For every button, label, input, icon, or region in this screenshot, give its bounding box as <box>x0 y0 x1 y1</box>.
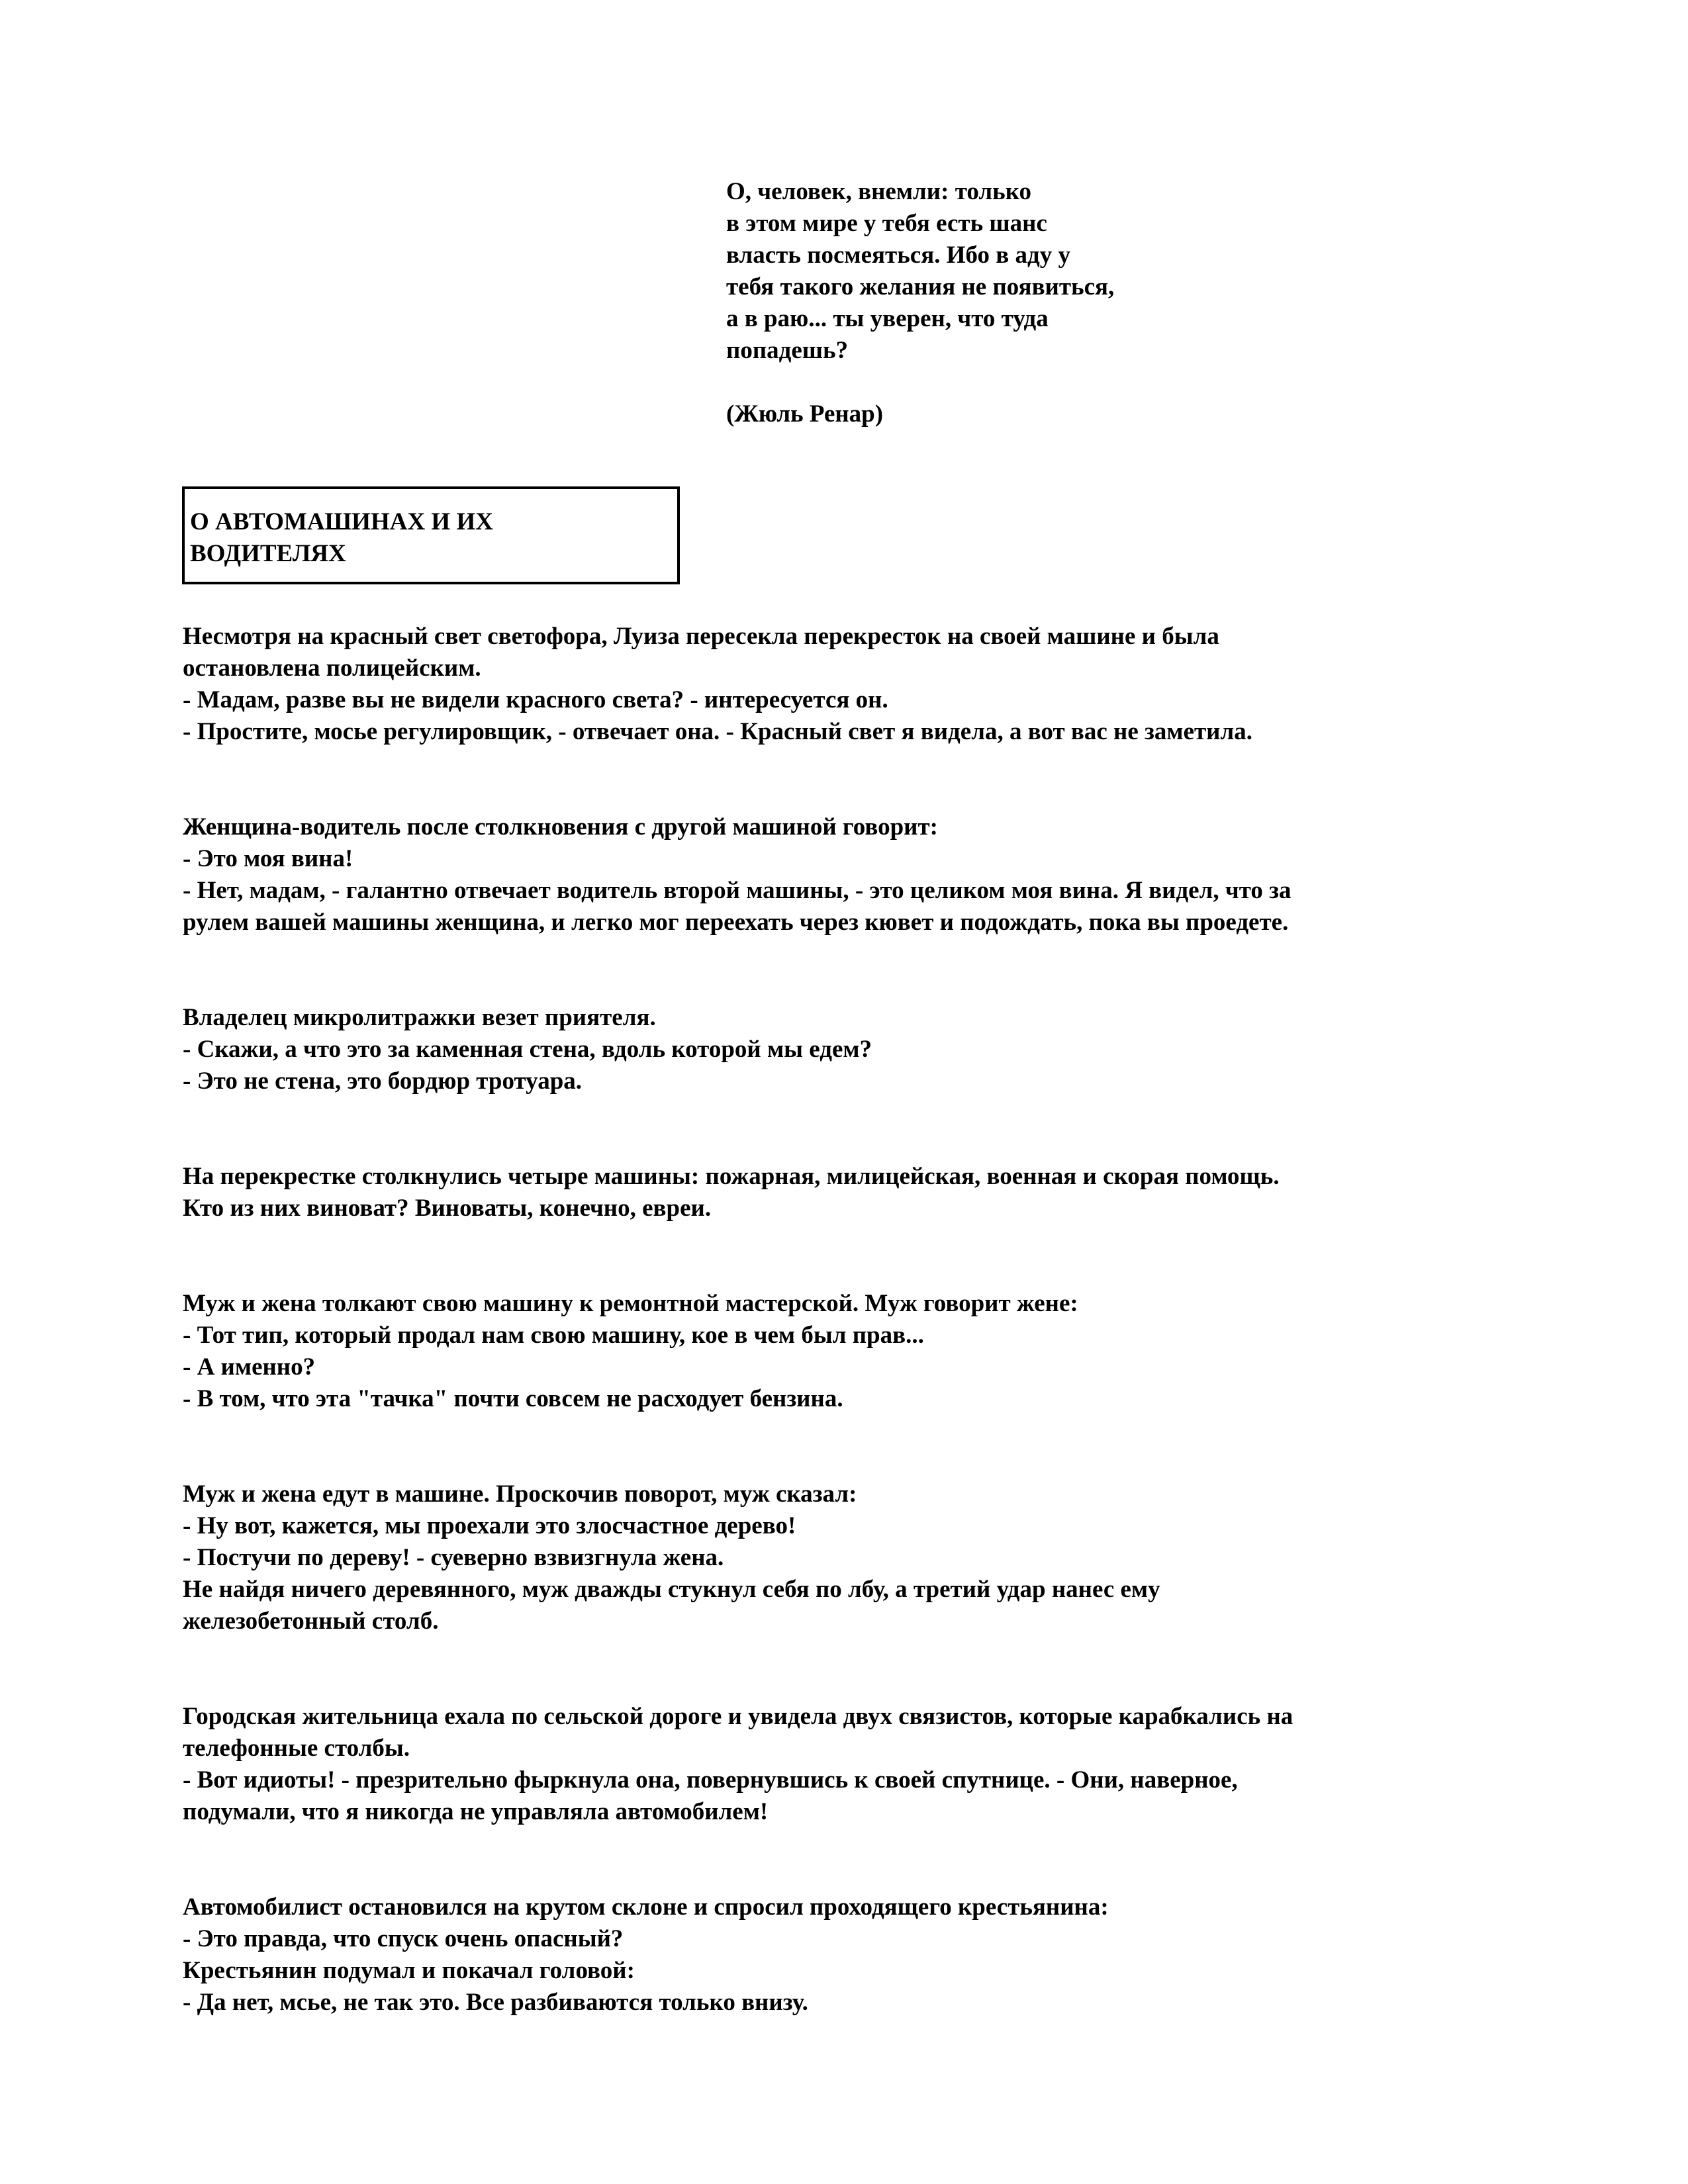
joke-line: - Это моя вина! <box>183 845 353 872</box>
joke-line: Не найдя ничего деревянного, муж дважды стукнул себя по лбу, а третий удар нанес ему <box>183 1576 1160 1603</box>
section-heading-line: ВОДИТЕЛЯХ <box>190 540 346 567</box>
joke-line: железобетонный столб. <box>183 1608 439 1635</box>
epigraph-line: тебя такого желания не появиться, <box>726 273 1115 300</box>
joke-line: - Нет, мадам, - галантно отвечает водитель второй машины, - это целиком моя вина. Я видел, что за <box>183 877 1291 904</box>
joke-4 <box>183 1161 1507 1224</box>
joke-line: - Скажи, а что это за каменная стена, вдоль которой мы едем? <box>183 1036 872 1063</box>
joke-1 <box>183 621 1507 748</box>
joke-line: телефонные столбы. <box>183 1735 410 1762</box>
joke-line: - Да нет, мсье, не так это. Все разбиваются только внизу. <box>183 1989 808 2016</box>
epigraph-line: власть посмеяться. Ибо в аду у <box>726 242 1070 269</box>
joke-line: - Это не стена, это бордюр тротуара. <box>183 1068 583 1095</box>
joke-line: Несмотря на красный свет светофора, Луиза пересекла перекресток на своей машине и была <box>183 623 1219 650</box>
joke-2 <box>183 811 1507 938</box>
epigraph-line: попадешь? <box>726 337 849 364</box>
joke-line: рулем вашей машины женщина, и легко мог переехать через кювет и подождать, пока вы проедете. <box>183 909 1289 936</box>
joke-line: - А именно? <box>183 1353 316 1381</box>
joke-line: - В том, что эта "тачка" почти совсем не расходует бензина. <box>183 1385 843 1412</box>
joke-line: Кто из них виноват? Виноваты, конечно, евреи. <box>183 1195 712 1222</box>
joke-line: Автомобилист остановился на крутом склоне и спросил проходящего крестьянина: <box>183 1893 1109 1921</box>
joke-line: Владелец микролитражки везет приятеля. <box>183 1004 656 1031</box>
section-heading-line: О АВТОМАШИНАХ И ИХ <box>190 508 493 535</box>
joke-5 <box>183 1288 1507 1415</box>
jokes-list <box>183 621 1507 2082</box>
epigraph-line: в этом мире у тебя есть шанс <box>726 210 1047 237</box>
joke-3 <box>183 1002 1507 1097</box>
joke-line: Муж и жена толкают свою машину к ремонтной мастерской. Муж говорит жене: <box>183 1290 1078 1317</box>
epigraph-line: а в раю... ты уверен, что туда <box>726 305 1049 332</box>
joke-line: - Ну вот, кажется, мы проехали это злосчастное дерево! <box>183 1512 796 1539</box>
joke-line: подумали, что я никогда не управляла автомобилем! <box>183 1798 769 1825</box>
joke-6 <box>183 1479 1507 1637</box>
joke-line: - Тот тип, который продал нам свою машину, кое в чем был прав... <box>183 1322 924 1349</box>
joke-line: - Это правда, что спуск очень опасный? <box>183 1925 624 1952</box>
joke-line: На перекрестке столкнулись четыре машины: пожарная, милицейская, военная и скорая помощь. <box>183 1163 1280 1190</box>
joke-line: - Постучи по дереву! - суеверно взвизгнула жена. <box>183 1544 724 1571</box>
joke-line: - Вот идиоты! - презрительно фыркнула она, повернувшись к своей спутнице. - Они, наверное, <box>183 1766 1238 1794</box>
epigraph <box>726 176 1256 430</box>
section-heading <box>182 486 680 584</box>
joke-line: Крестьянин подумал и покачал головой: <box>183 1957 635 1984</box>
joke-line: - Мадам, разве вы не видели красного света? - интересуется он. <box>183 686 888 713</box>
joke-line: - Простите, мосье регулировщик, - отвечает она. - Красный свет я видела, а вот вас не заметила. <box>183 718 1253 745</box>
epigraph-line: О, человек, внемли: только <box>726 178 1032 205</box>
epigraph-author: (Жюль Ренар) <box>726 400 884 428</box>
joke-line: Женщина-водитель после столкновения с другой машиной говорит: <box>183 813 938 841</box>
joke-line: остановлена полицейским. <box>183 655 481 682</box>
joke-line: Муж и жена едут в машине. Проскочив поворот, муж сказал: <box>183 1480 857 1508</box>
joke-7 <box>183 1701 1507 1828</box>
joke-line: Городская жительница ехала по сельской дороге и увидела двух связистов, которые карабкались на <box>183 1703 1293 1730</box>
joke-8 <box>183 1891 1507 2019</box>
